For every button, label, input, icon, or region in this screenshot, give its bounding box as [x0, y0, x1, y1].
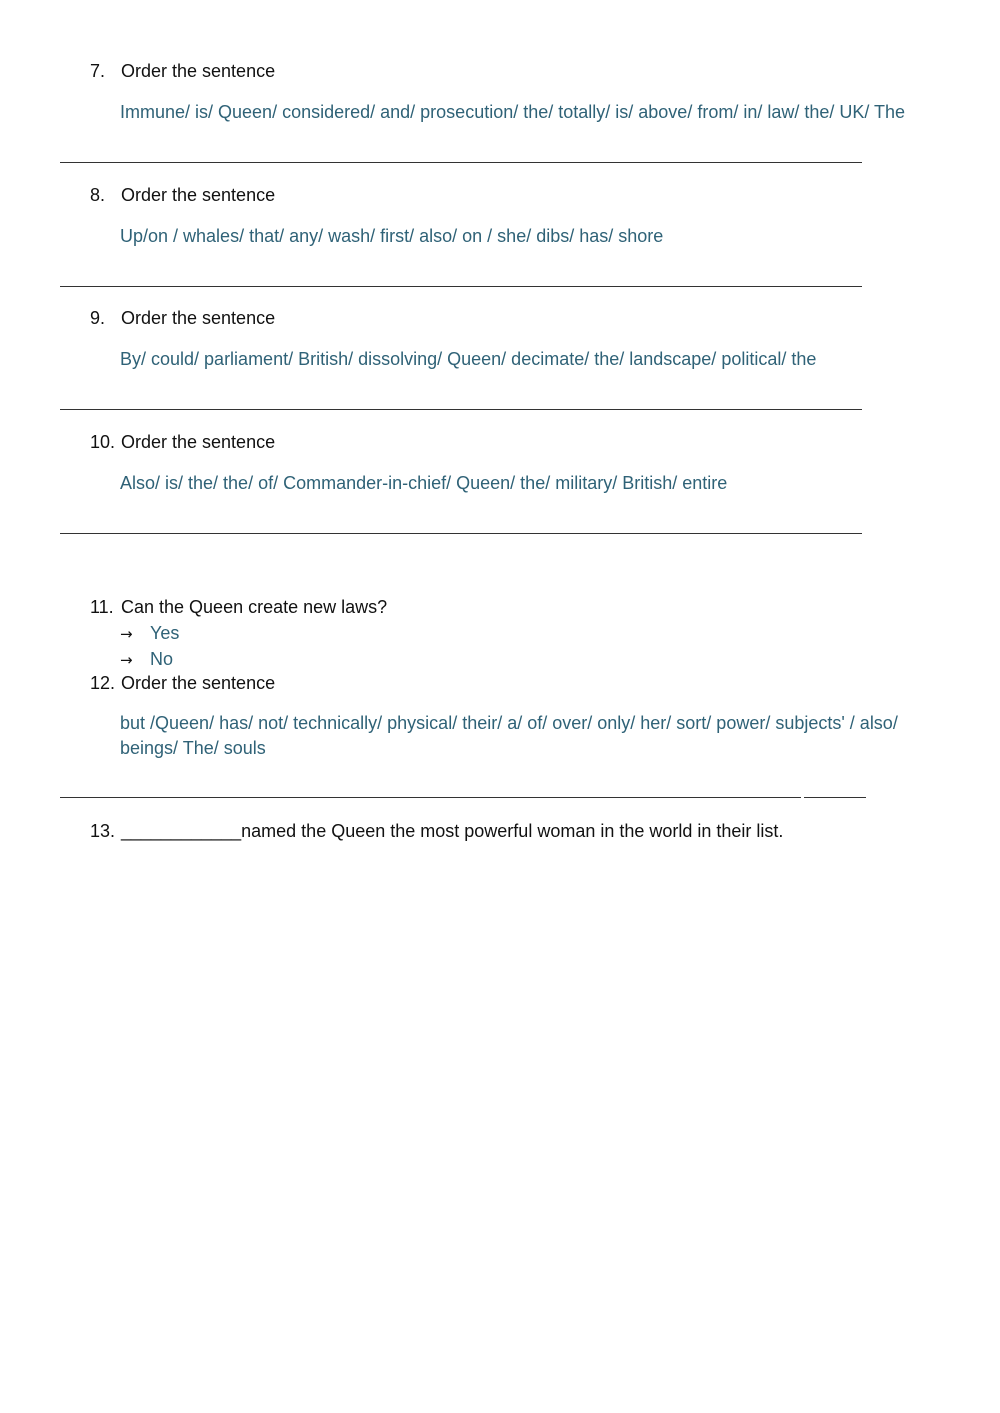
question-11-title: [90, 596, 387, 618]
question-number: 12.: [90, 673, 116, 693]
option-no[interactable]: [120, 648, 173, 671]
scrambled-words-9: By/ could/ parliament/ British/ dissolving/ Queen/ decimate/ the/ landscape/ political/ the: [120, 349, 817, 369]
question-number: 11.: [90, 597, 114, 617]
question-number: 13.: [90, 821, 116, 841]
question-13: [90, 820, 783, 842]
question-10-title: [90, 431, 275, 453]
option-yes[interactable]: [120, 622, 179, 645]
option-label: No: [150, 649, 174, 669]
question-7-title: [90, 60, 275, 82]
answer-line-8[interactable]: [60, 286, 862, 287]
answer-line-10[interactable]: [60, 533, 862, 534]
question-number: 7.: [90, 61, 106, 81]
scrambled-words-12-line-2: beings/ The/ souls: [120, 738, 266, 758]
answer-line-12-extension[interactable]: [804, 797, 866, 798]
question-label: Can the Queen create new laws?: [121, 597, 388, 617]
answer-line-7[interactable]: [60, 162, 862, 163]
question-8-title: [90, 184, 275, 206]
scrambled-words-7: Immune/ is/ Queen/ considered/ and/ prosecution/ the/ totally/ is/ above/ from/ in/ law/ the/ UK/ The: [120, 102, 906, 122]
option-label: Yes: [150, 623, 180, 643]
question-label: Order the sentence: [121, 432, 276, 452]
answer-line-9[interactable]: [60, 409, 862, 410]
question-label: Order the sentence: [121, 61, 276, 81]
scrambled-words-12-line-1: but /Queen/ has/ not/ technically/ physical/ their/ a/ of/ over/ only/ her/ sort/ power/ subjects' / also/: [120, 713, 898, 733]
question-text: named the Queen the most powerful woman in the world in their list.: [241, 821, 784, 841]
scrambled-words-10: Also/ is/ the/ the/ of/ Commander-in-chief/ Queen/ the/ military/ British/ entire: [120, 473, 728, 493]
arrow-right-icon: →: [120, 625, 133, 643]
question-label: Order the sentence: [121, 673, 276, 693]
question-9-title: [90, 307, 275, 329]
question-number: 9.: [90, 308, 106, 328]
answer-line-12[interactable]: [60, 797, 801, 798]
question-label: Order the sentence: [121, 185, 276, 205]
question-number: 10.: [90, 432, 116, 452]
question-number: 8.: [90, 185, 106, 205]
question-label: Order the sentence: [121, 308, 276, 328]
scrambled-words-8: Up/on / whales/ that/ any/ wash/ first/ also/ on / she/ dibs/ has/ shore: [120, 226, 664, 246]
question-12-title: [90, 672, 275, 694]
arrow-right-icon: →: [120, 651, 133, 669]
fill-in-blank[interactable]: ____________: [121, 821, 242, 841]
